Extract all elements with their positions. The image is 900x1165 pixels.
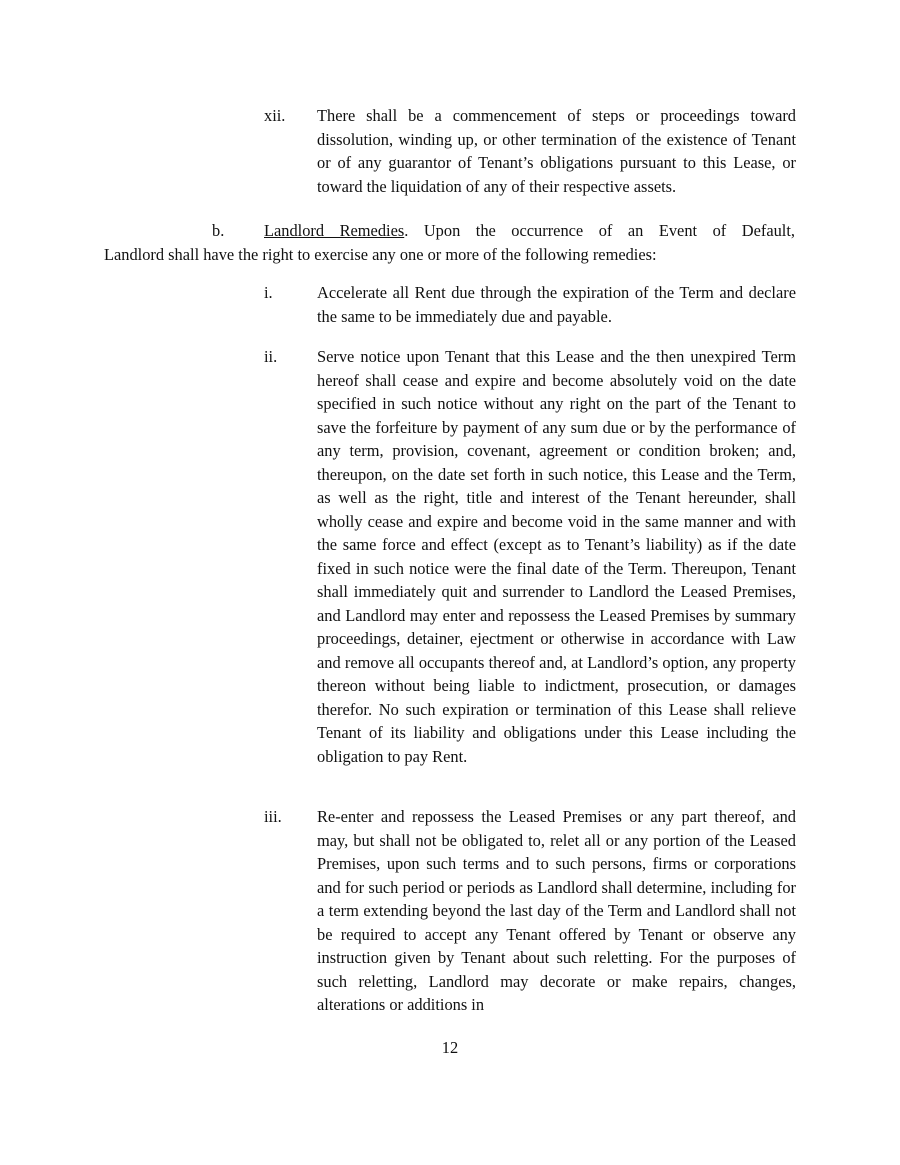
list-item-text: Accelerate all Rent due through the expiration of the Term and declare the same to be immediately due and payable.: [317, 283, 796, 326]
section-b-number: b.: [212, 221, 225, 240]
list-item-number: ii.: [264, 347, 278, 366]
section-b-first-line: [104, 219, 795, 243]
section-b-continuation: Landlord shall have the right to exercise any one or more of the following remedies:: [104, 244, 657, 264]
list-item-text: Re-enter and repossess the Leased Premises or any part thereof, and may, but shall not be obligated to, relet all or any portion of the Leased Premises, upon such terms and to such persons, firms or corporations and for such period or periods as Landlord shall determine, including for a term extending beyond the last day of the Term and Landlord shall not be required to accept any Tenant offered by Tenant or observe any instruction given by Tenant about such reletting. For the purposes of such reletting, Landlord may decorate or make repairs, changes, alterations or additions in: [317, 807, 796, 1014]
section-b-heading: Landlord Remedies: [264, 221, 405, 240]
list-item-i: [264, 281, 796, 328]
list-item-text: There shall be a commencement of steps or proceedings toward dissolution, winding up, or other termination of the existence of Tenant or of any guarantor of Tenant’s obligations pursuant to this Lease, or toward the liquidation of any of their respective assets.: [317, 106, 796, 196]
list-item-ii: [264, 345, 796, 768]
section-b-heading-tail: . Upon the occurrence of an Event of Default,: [404, 221, 795, 240]
list-item-xii: [264, 104, 796, 198]
list-item-iii: [264, 805, 796, 1017]
list-item-number: iii.: [264, 807, 282, 826]
list-item-number: i.: [264, 283, 273, 302]
page-number: 12: [441, 1038, 459, 1057]
list-item-number: xii.: [264, 106, 286, 125]
section-b-paragraph: [104, 219, 795, 266]
list-item-text: Serve notice upon Tenant that this Lease and the then unexpired Term hereof shall cease and expire and become absolutely void on the date specified in such notice without any right on the part of the Tenant to save the forfeiture by payment of any sum due or by the performance of any term, provision, covenant, agreement or condition broken; and, thereupon, on the date set forth in such notice, this Lease and the Term, as well as the right, title and interest of the Tenant hereunder, shall wholly cease and expire and become void in the same manner and with the same force and effect (except as to Tenant’s liability) as if the date fixed in such notice were the final date of the Term. Thereupon, Tenant shall immediately quit and surrender to Landlord the Leased Premises, and Landlord may enter and repossess the Leased Premises by summary proceedings, detainer, ejectment or otherwise in accordance with Law and remove all occupants thereof and, at Landlord’s option, any property thereon without being liable to indictment, prosecution, or damages therefor. No such expiration or termination of this Lease shall relieve Tenant of its liability and obligations under this Lease including the obligation to pay Rent.: [317, 347, 796, 766]
